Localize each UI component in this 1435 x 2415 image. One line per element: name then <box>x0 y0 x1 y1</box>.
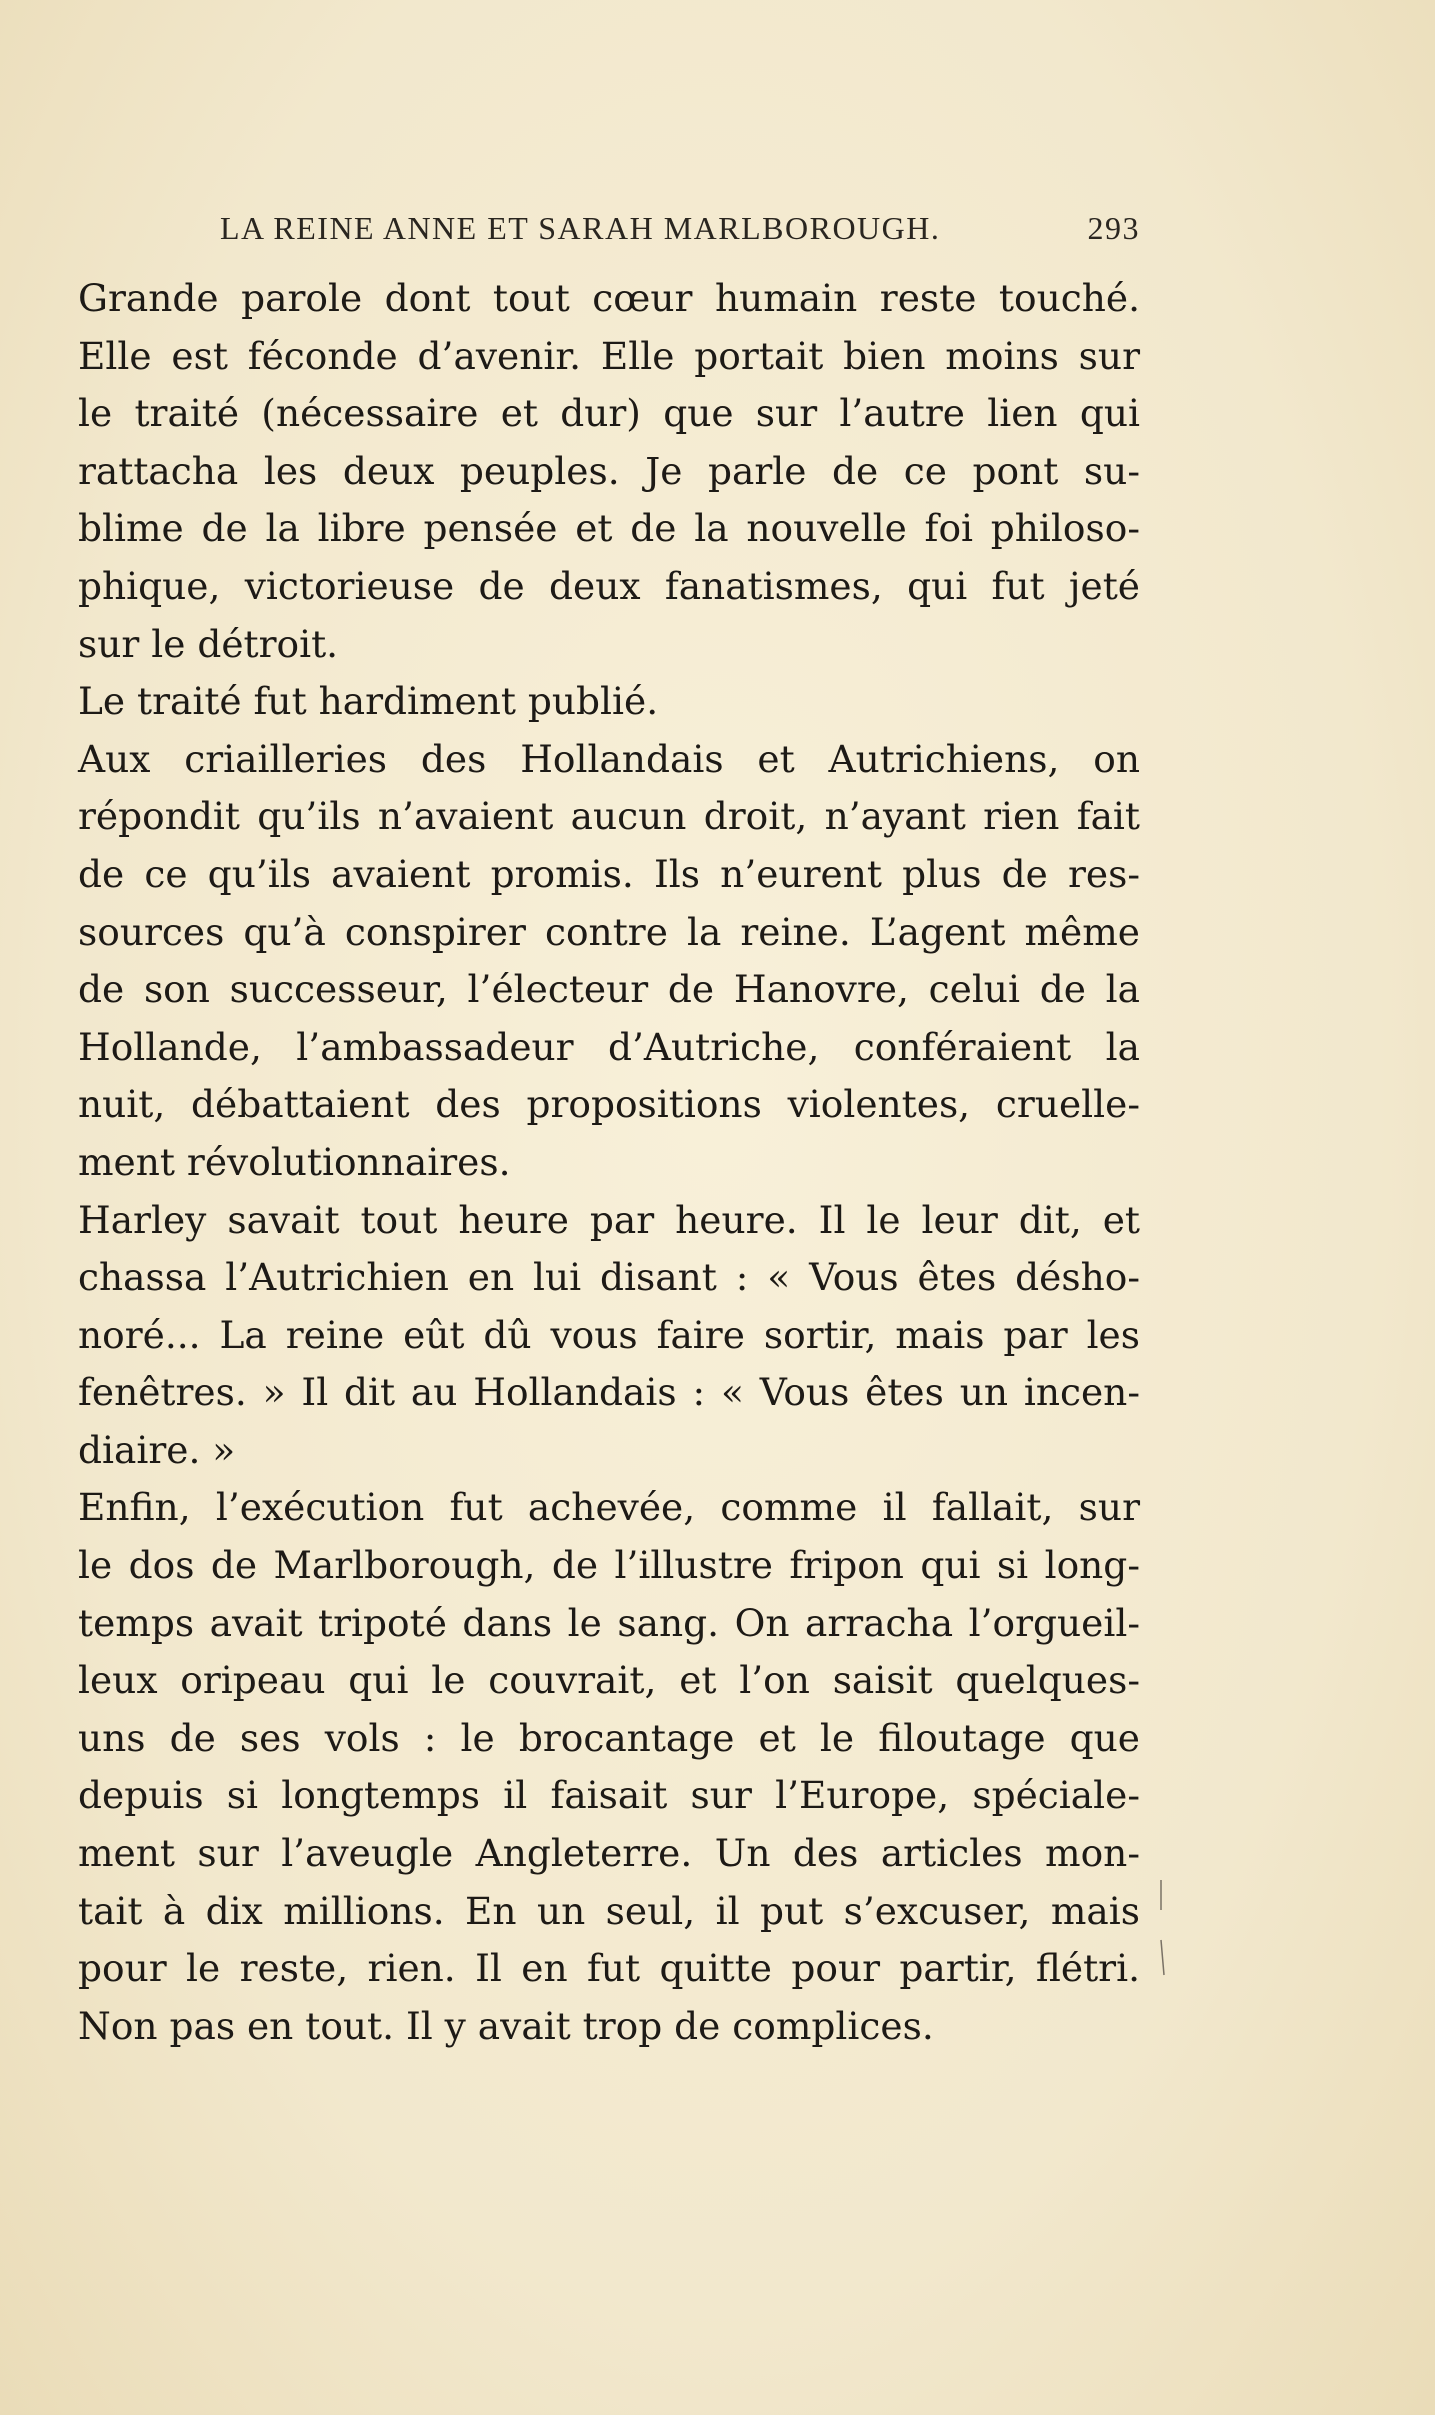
paragraph-2 <box>78 673 1140 731</box>
running-head <box>120 210 1140 260</box>
text-line: Le traité fut hardiment publié. <box>78 679 659 724</box>
text-line: temps avait tripoté dans le sang. On arracha l’orgueil- <box>78 1600 1140 1645</box>
text-line: chassa l’Autrichien en lui disant : « Vous êtes désho- <box>78 1255 1140 1300</box>
paragraph-4 <box>78 1192 1140 1480</box>
text-line: tait à dix millions. En un seul, il put s’excuser, mais <box>78 1888 1140 1933</box>
text-line: ment sur l’aveugle Angleterre. Un des articles mon- <box>78 1831 1140 1876</box>
text-line: Elle est féconde d’avenir. Elle portait bien moins sur <box>78 333 1140 378</box>
text-line: depuis si longtemps il faisait sur l’Europe, spéciale- <box>78 1773 1140 1818</box>
text-line: Hollande, l’ambassadeur d’Autriche, conféraient la <box>78 1024 1140 1069</box>
text-line: ment révolutionnaires. <box>78 1139 511 1184</box>
text-line: sur le détroit. <box>78 621 339 666</box>
text-line: répondit qu’ils n’avaient aucun droit, n’ayant rien fait <box>78 794 1140 839</box>
paragraph-3 <box>78 731 1140 1192</box>
text-line: uns de ses vols : le brocantage et le filoutage que <box>78 1715 1140 1760</box>
text-line: leux oripeau qui le couvrait, et l’on saisit quelques- <box>78 1658 1140 1703</box>
text-line: le traité (nécessaire et dur) que sur l’autre lien qui <box>78 391 1140 436</box>
text-line: de ce qu’ils avaient promis. Ils n’eurent plus de res- <box>78 851 1140 896</box>
paragraph-5 <box>78 1479 1140 2055</box>
text-line: diaire. » <box>78 1427 236 1472</box>
text-line: rattacha les deux peuples. Je parle de ce pont su- <box>78 448 1140 493</box>
running-title: LA REINE ANNE ET SARAH MARLBOROUGH. <box>220 210 941 246</box>
page-number: 293 <box>1087 210 1140 246</box>
text-line: Non pas en tout. Il y avait trop de complices. <box>78 2003 934 2048</box>
text-line: blime de la libre pensée et de la nouvelle foi philoso- <box>78 506 1140 551</box>
text-line: le dos de Marlborough, de l’illustre fripon qui si long- <box>78 1543 1140 1588</box>
text-line: Aux criailleries des Hollandais et Autrichiens, on <box>78 736 1140 781</box>
text-line: fenêtres. » Il dit au Hollandais : « Vous êtes un incen- <box>78 1370 1140 1415</box>
text-line: de son successeur, l’électeur de Hanovre, celui de la <box>78 967 1140 1012</box>
margin-pencil-mark <box>1158 1880 1166 1980</box>
body-text <box>78 270 1140 2055</box>
text-line: pour le reste, rien. Il en fut quitte pour partir, flétri. <box>78 1946 1140 1991</box>
text-line: phique, victorieuse de deux fanatismes, qui fut jeté <box>78 563 1140 608</box>
text-line: Enfin, l’exécution fut achevée, comme il fallait, sur <box>78 1485 1140 1530</box>
text-line: Grande parole dont tout cœur humain reste touché. <box>78 276 1140 320</box>
text-line: sources qu’à conspirer contre la reine. L’agent même <box>78 909 1140 954</box>
text-line: noré... La reine eût dû vous faire sortir, mais par les <box>78 1312 1140 1357</box>
text-line: nuit, débattaient des propositions violentes, cruelle- <box>78 1082 1140 1127</box>
paragraph-1 <box>78 270 1140 673</box>
text-line: Harley savait tout heure par heure. Il le leur dit, et <box>78 1197 1140 1242</box>
